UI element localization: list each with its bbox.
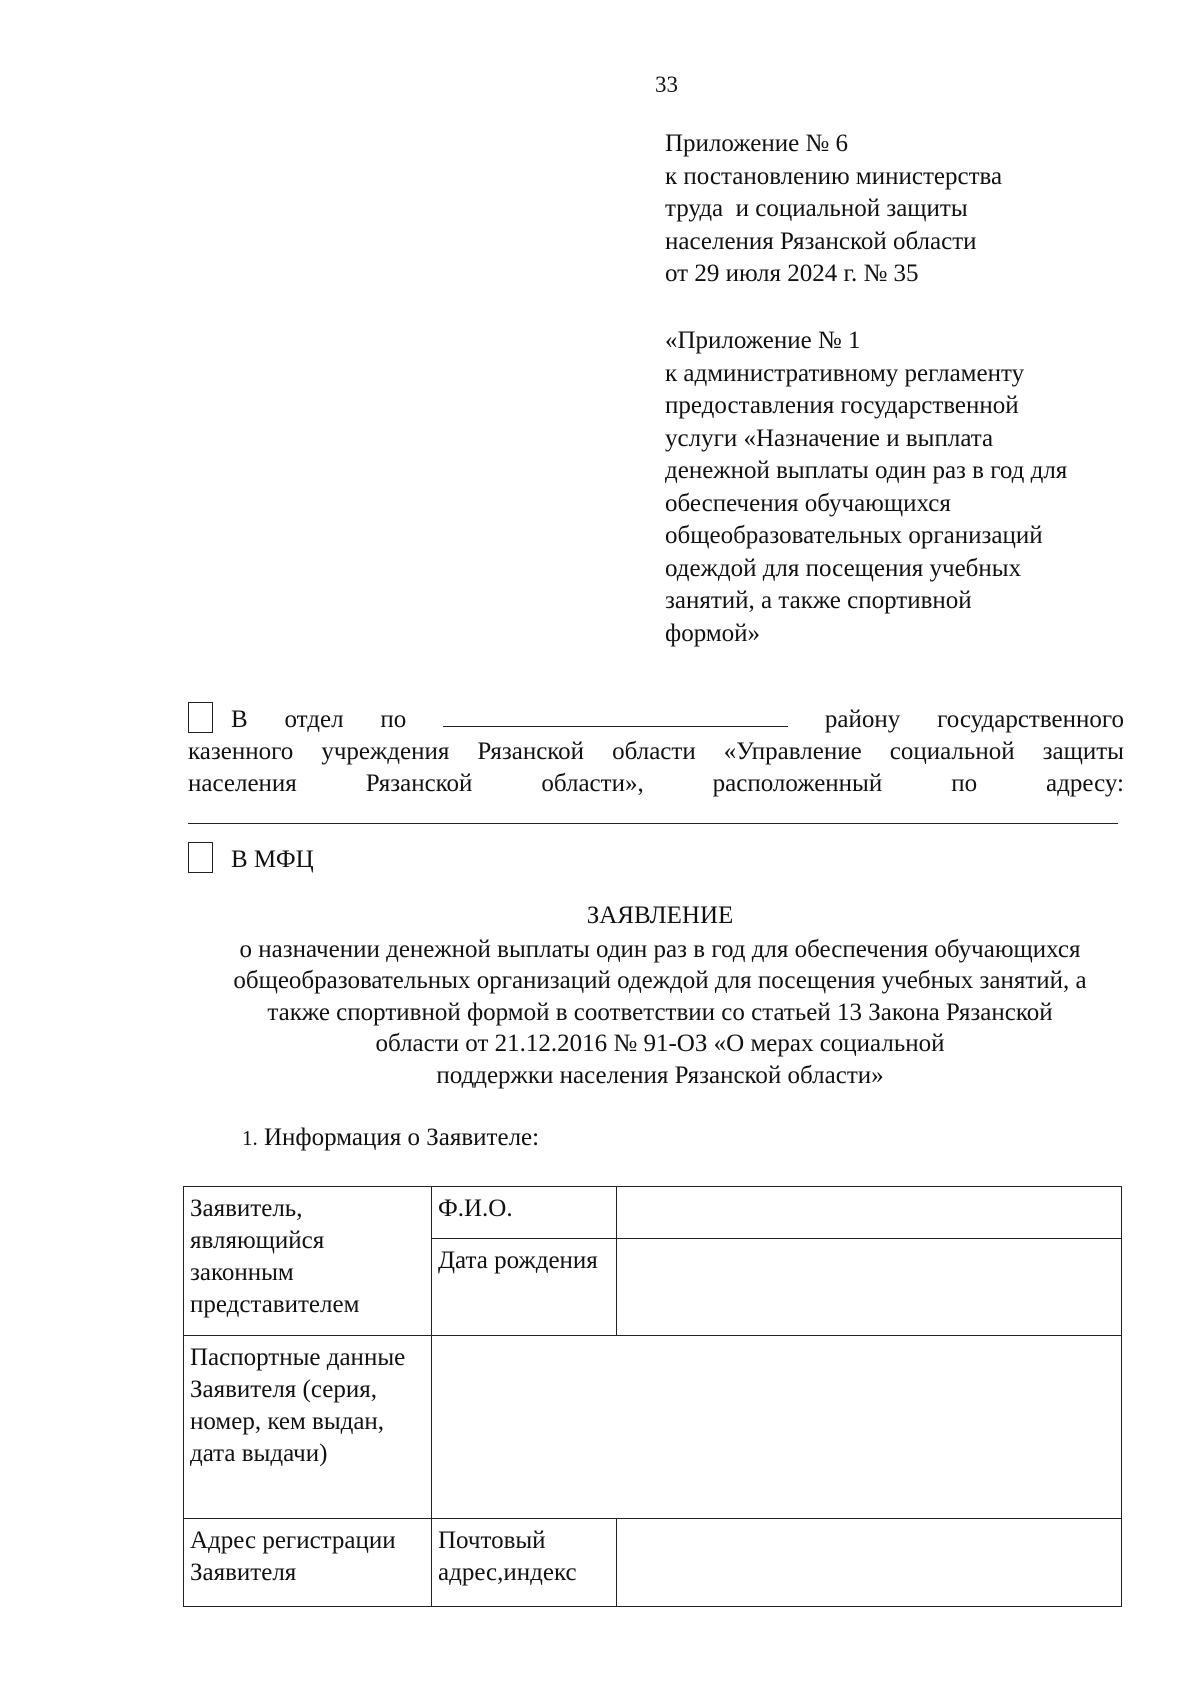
word: адресу: — [1046, 770, 1124, 797]
word: социальной — [889, 738, 1015, 765]
recipient-line-1 — [188, 702, 1124, 736]
appendix-line: к административному регламенту — [665, 359, 1025, 387]
appendix-line: общеобразовательных организаций — [665, 522, 1043, 549]
recipient-line-1-start — [188, 702, 248, 736]
word: учреждения — [321, 738, 450, 765]
table-row — [184, 1336, 1122, 1519]
passport-label-cell: Паспортные данные Заявителя (серия, номер, кем выдан, дата выдачи) — [184, 1336, 432, 1519]
table-row — [184, 1187, 1122, 1239]
word: населения — [188, 770, 297, 797]
birth-input-cell[interactable] — [617, 1239, 1122, 1336]
department-checkbox[interactable] — [188, 702, 213, 733]
appendix-1-header — [665, 325, 1145, 650]
section-number: 1. — [242, 1126, 258, 1150]
appendix-line: труда и социальной защиты — [665, 195, 968, 222]
table-row — [184, 1519, 1122, 1607]
appendix-line: к постановлению министерства — [665, 162, 1003, 190]
mfc-checkbox[interactable] — [188, 842, 213, 873]
statement-title: ЗАЯВЛЕНИЕ — [586, 902, 734, 929]
postal-input-cell[interactable] — [617, 1519, 1122, 1607]
word: защиты — [1042, 738, 1124, 765]
mfc-label: В МФЦ — [231, 846, 314, 873]
word: казенного — [188, 738, 294, 765]
appendix-6-header — [665, 128, 1145, 291]
word: по — [380, 706, 407, 733]
statement-heading — [160, 900, 1160, 1091]
word: «Управление — [723, 738, 862, 765]
appendix-line: занятий, а также спортивной — [665, 587, 972, 614]
word: Рязанской — [477, 738, 585, 765]
appendix-line: обеспечения обучающихся — [665, 489, 951, 517]
appendix-line: населения Рязанской области — [665, 227, 977, 255]
statement-line: также спортивной формой в соответствии со статьей 13 Закона Рязанской — [267, 998, 1053, 1026]
word: расположенный — [712, 770, 883, 797]
postal-label-cell: Почтовый адрес,индекс — [432, 1519, 617, 1607]
fio-input-cell[interactable] — [617, 1187, 1122, 1239]
appendix-line: предоставления государственной — [665, 392, 1019, 419]
word: области — [612, 738, 696, 765]
appendix-line: Приложение № 6 — [665, 130, 849, 157]
address-label-cell: Адрес регистрации Заявителя — [184, 1519, 432, 1607]
district-blank-field[interactable] — [443, 708, 788, 727]
section-title-text: Информация о Заявителе: — [264, 1124, 540, 1151]
word: области», — [541, 770, 644, 797]
address-blank-field[interactable] — [188, 823, 1118, 824]
appendix-line: формой» — [665, 619, 761, 647]
recipient-block — [188, 702, 1124, 800]
word: району — [824, 706, 901, 733]
fio-label-cell: Ф.И.О. — [432, 1187, 617, 1239]
appendix-line: «Приложение № 1 — [665, 327, 861, 354]
statement-line: о назначении денежной выплаты один раз в год для обеспечения обучающихся — [239, 935, 1081, 963]
statement-line: области от 21.12.2016 № 91-ОЗ «О мерах социальной — [375, 1030, 945, 1057]
applicant-info-table — [183, 1186, 1122, 1607]
recipient-line-2 — [188, 736, 1124, 768]
section-title — [242, 1124, 539, 1152]
word: В — [231, 706, 248, 733]
statement-line: общеобразовательных организаций одеждой для посещения учебных занятий, а — [233, 967, 1087, 994]
mfc-option — [188, 842, 314, 874]
page-number: 33 — [655, 72, 678, 97]
appendix-line: от 29 июля 2024 г. № 35 — [665, 260, 919, 287]
birth-label-cell: Дата рождения — [432, 1239, 617, 1336]
appendix-line: одеждой для посещения учебных — [665, 554, 1022, 582]
word: государственного — [937, 706, 1124, 733]
recipient-line-3 — [188, 768, 1124, 800]
word: по — [951, 770, 978, 797]
passport-input-cell[interactable] — [432, 1336, 1122, 1519]
appendix-line: услуги «Назначение и выплата — [665, 424, 994, 452]
statement-line: поддержки населения Рязанской области» — [436, 1061, 884, 1089]
appendix-line: денежной выплаты один раз в год для — [665, 457, 1068, 484]
word: отдел — [284, 706, 344, 733]
applicant-label-cell: Заявитель, являющийся законным представителем — [184, 1187, 432, 1336]
word: Рязанской — [365, 770, 473, 797]
